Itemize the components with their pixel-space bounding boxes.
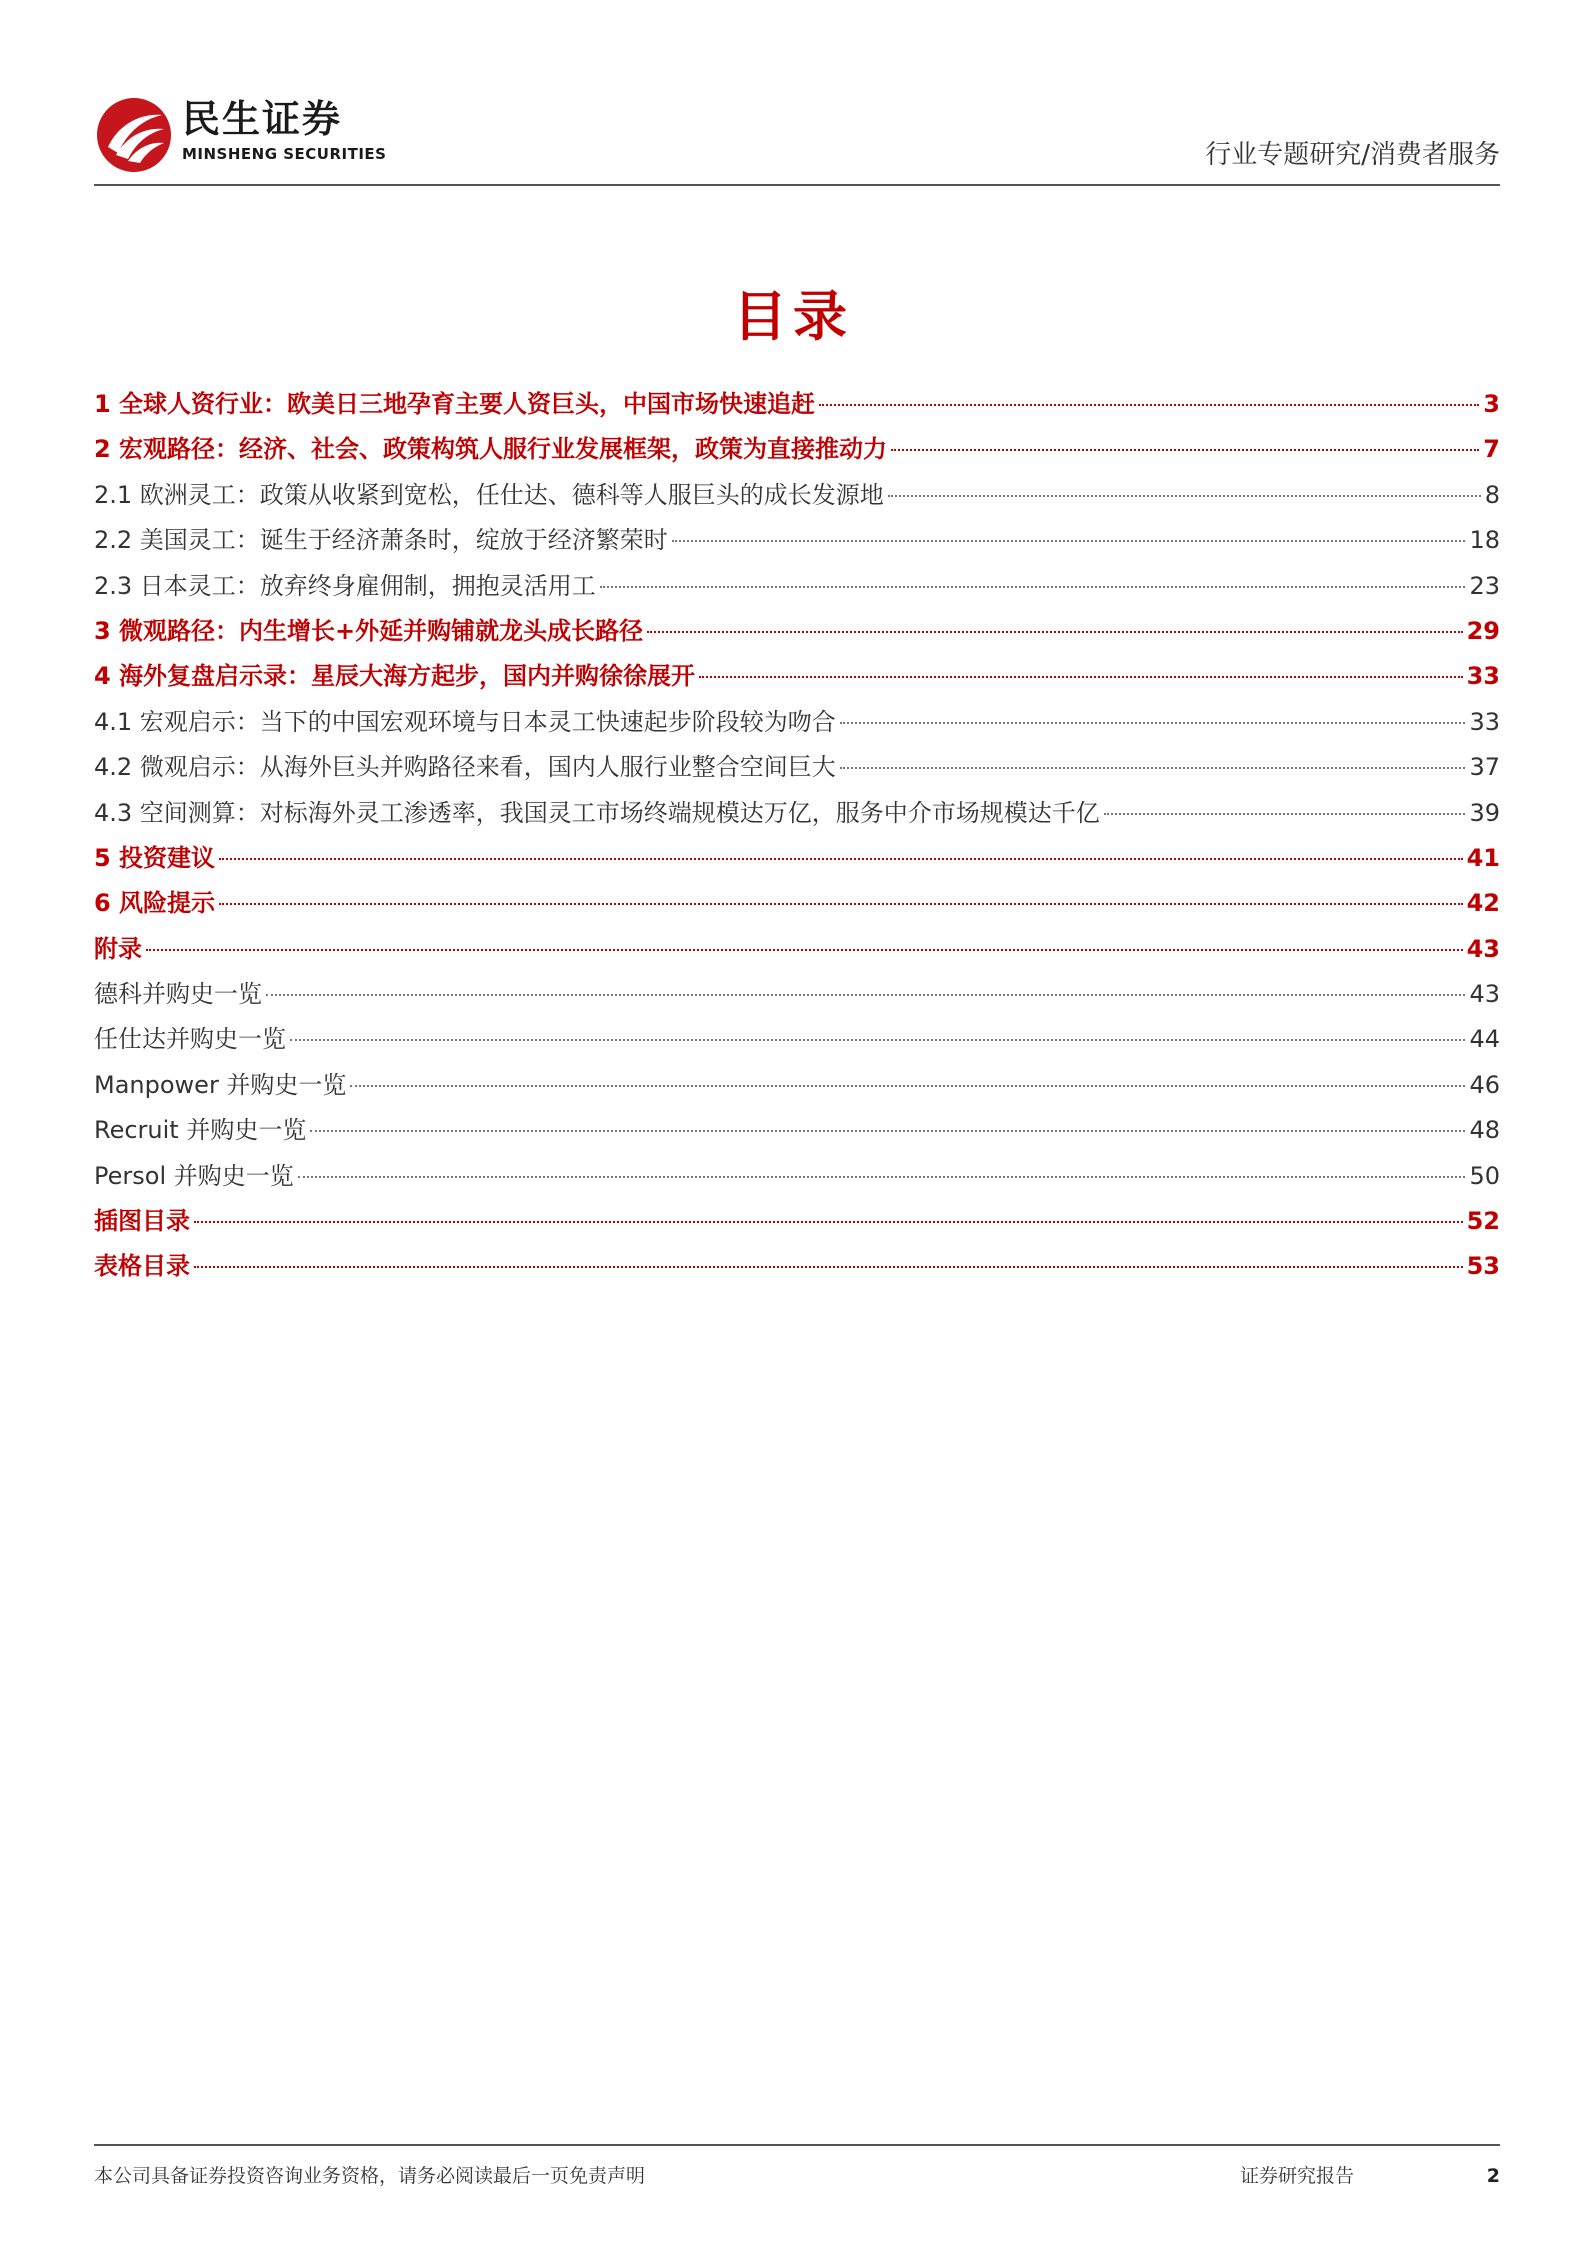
toc-entry-page: 33	[1469, 707, 1500, 736]
toc-entry-section[interactable]	[94, 473, 1500, 518]
toc-dot-leader	[350, 1085, 1465, 1087]
toc-entry-page: 7	[1483, 435, 1500, 464]
toc-entry-page: 50	[1469, 1161, 1500, 1190]
toc-entry-chapter[interactable]	[94, 382, 1500, 427]
toc-entry-title: Manpower 并购史一览	[94, 1070, 347, 1099]
toc-dot-leader	[194, 1221, 1463, 1223]
toc-dot-leader	[672, 540, 1466, 542]
toc-entry-page: 8	[1484, 480, 1500, 509]
toc-dot-leader	[219, 903, 1463, 905]
toc-dot-leader	[699, 676, 1463, 678]
page-number: 2	[1486, 2165, 1500, 2187]
toc-dot-leader	[194, 1266, 1463, 1268]
toc-entry-title: 4 海外复盘启示录：星辰大海方起步，国内并购徐徐展开	[94, 662, 696, 691]
toc-entry-page: 18	[1469, 526, 1500, 555]
toc-dot-leader	[298, 1176, 1466, 1178]
logo-chinese-name: 民生证券	[182, 97, 343, 141]
toc-entry-chapter[interactable]	[94, 927, 1500, 972]
toc-entry-title: 3 微观路径：内生增长+外延并购铺就龙头成长路径	[94, 616, 644, 645]
toc-entry-chapter[interactable]	[94, 609, 1500, 654]
toc-dot-leader	[290, 1039, 1465, 1041]
table-of-contents	[94, 382, 1500, 1290]
toc-dot-leader	[819, 404, 1479, 406]
toc-entry-chapter[interactable]	[94, 654, 1500, 699]
toc-entry-page: 48	[1469, 1116, 1500, 1145]
toc-entry-chapter[interactable]	[94, 1244, 1500, 1289]
toc-entry-page: 3	[1483, 390, 1500, 418]
toc-entry-chapter[interactable]	[94, 836, 1500, 881]
footer-disclaimer: 本公司具备证券投资咨询业务资格，请务必阅读最后一页免责声明	[94, 2165, 646, 2187]
toc-entry-title: 表格目录	[94, 1252, 190, 1281]
minsheng-logo-icon	[94, 95, 174, 175]
toc-entry-title: Recruit 并购史一览	[94, 1116, 307, 1145]
toc-entry-title: 插图目录	[94, 1207, 190, 1236]
header-divider	[94, 184, 1500, 186]
toc-dot-leader	[219, 858, 1463, 860]
company-logo	[94, 95, 394, 175]
toc-dot-leader	[647, 631, 1462, 633]
toc-dot-leader	[1104, 813, 1466, 815]
toc-dot-leader	[891, 449, 1479, 451]
toc-entry-page: 39	[1469, 798, 1500, 827]
toc-entry-page: 43	[1466, 934, 1500, 963]
toc-entry-section[interactable]	[94, 972, 1500, 1017]
toc-entry-title: 2.1 欧洲灵工：政策从收紧到宽松，任仕达、德科等人服巨头的成长发源地	[94, 480, 884, 509]
toc-entry-page: 41	[1466, 843, 1500, 872]
toc-entry-page: 46	[1469, 1070, 1500, 1099]
toc-entry-section[interactable]	[94, 791, 1500, 836]
toc-entry-page: 52	[1466, 1207, 1500, 1236]
toc-entry-page: 53	[1466, 1252, 1500, 1281]
toc-entry-section[interactable]	[94, 1154, 1500, 1199]
toc-entry-title: 德科并购史一览	[94, 980, 262, 1009]
toc-entry-chapter[interactable]	[94, 881, 1500, 926]
toc-entry-page: 33	[1466, 662, 1500, 691]
toc-dot-leader	[888, 495, 1481, 497]
toc-entry-page: 29	[1466, 616, 1500, 645]
toc-entry-title: 4.2 微观启示：从海外巨头并购路径来看，国内人服行业整合空间巨大	[94, 753, 836, 782]
footer-divider	[94, 2144, 1500, 2146]
toc-entry-page: 44	[1469, 1025, 1500, 1054]
toc-entry-section[interactable]	[94, 745, 1500, 790]
toc-entry-title: 附录	[94, 934, 142, 963]
page-header	[94, 95, 1500, 185]
toc-dot-leader	[310, 1130, 1465, 1132]
toc-dot-leader	[266, 994, 1465, 996]
toc-entry-title: 2.2 美国灵工：诞生于经济萧条时，绽放于经济繁荣时	[94, 526, 668, 555]
toc-entry-section[interactable]	[94, 1063, 1500, 1108]
toc-entry-chapter[interactable]	[94, 427, 1500, 472]
toc-dot-leader	[840, 722, 1466, 724]
toc-entry-section[interactable]	[94, 1017, 1500, 1062]
logo-english-name: MINSHENG SECURITIES	[182, 145, 387, 163]
toc-entry-title: Persol 并购史一览	[94, 1161, 294, 1190]
toc-entry-chapter[interactable]	[94, 1199, 1500, 1244]
toc-entry-title: 4.1 宏观启示：当下的中国宏观环境与日本灵工快速起步阶段较为吻合	[94, 707, 836, 736]
toc-entry-page: 23	[1469, 571, 1500, 600]
report-category: 行业专题研究/消费者服务	[1205, 140, 1500, 170]
toc-entry-page: 37	[1469, 753, 1500, 782]
toc-entry-page: 43	[1469, 980, 1500, 1009]
toc-entry-title: 2 宏观路径：经济、社会、政策构筑人服行业发展框架，政策为直接推动力	[94, 435, 888, 464]
toc-entry-page: 42	[1466, 889, 1500, 918]
footer-report-type: 证券研究报告	[1240, 2165, 1355, 2187]
toc-title: 目录	[733, 285, 853, 348]
toc-entry-section[interactable]	[94, 518, 1500, 563]
toc-entry-section[interactable]	[94, 564, 1500, 609]
toc-entry-title: 6 风险提示	[94, 889, 216, 918]
toc-entry-title: 2.3 日本灵工：放弃终身雇佣制，拥抱灵活用工	[94, 571, 596, 600]
toc-entry-title: 任仕达并购史一览	[94, 1025, 286, 1054]
toc-entry-section[interactable]	[94, 700, 1500, 745]
toc-entry-title: 5 投资建议	[94, 843, 216, 872]
toc-dot-leader	[600, 586, 1466, 588]
toc-dot-leader	[840, 767, 1466, 769]
toc-entry-section[interactable]	[94, 1108, 1500, 1153]
toc-entry-title: 4.3 空间测算：对标海外灵工渗透率，我国灵工市场终端规模达万亿，服务中介市场规模达千亿	[94, 798, 1100, 827]
toc-dot-leader	[146, 949, 1463, 951]
toc-entry-title: 1 全球人资行业：欧美日三地孕育主要人资巨头，中国市场快速追赶	[94, 390, 816, 418]
